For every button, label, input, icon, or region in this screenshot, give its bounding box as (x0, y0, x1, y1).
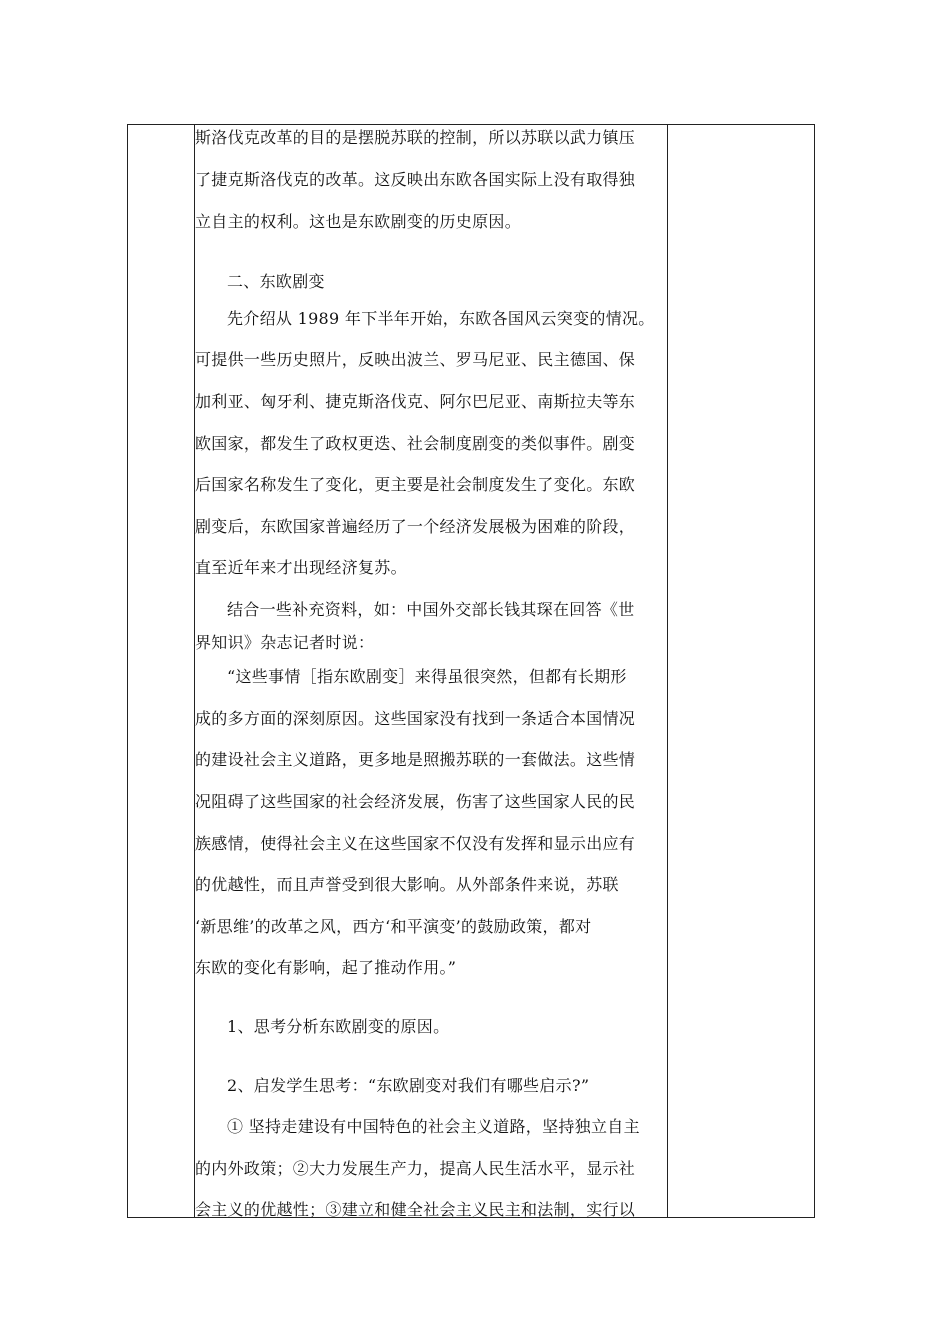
paragraph-line: 斯洛伐克改革的目的是摆脱苏联的控制，所以苏联以武力镇压 (195, 128, 636, 147)
paragraph-line: 会主义的优越性；③建立和健全社会主义民主和法制，实行以 (195, 1200, 636, 1219)
quote-line: “这些事情［指东欧剧变］来得虽很突然，但都有长期形 (227, 667, 627, 686)
paragraph-line: ① 坚持走建设有中国特色的社会主义道路，坚持独立自主 (227, 1117, 640, 1136)
question-line: 1、思考分析东欧剧变的原因。 (227, 1017, 450, 1036)
paragraph-line: 后国家名称发生了变化，更主要是社会制度发生了变化。东欧 (195, 475, 636, 494)
quote-line: 的优越性，而且声誉受到很大影响。从外部条件来说，苏联 (195, 875, 619, 894)
question-line: 2、启发学生思考：“东欧剧变对我们有哪些启示?” (227, 1076, 590, 1095)
paragraph-line: 先介绍从 1989 年下半年开始，东欧各国风云突变的情况。 (227, 309, 655, 328)
quote-line: ‘新思维’的改革之风，西方‘和平演变’的鼓励政策，都对 (195, 917, 592, 936)
paragraph-line: 界知识》杂志记者时说： (195, 633, 375, 652)
paragraph-line: 结合一些补充资料，如：中国外交部长钱其琛在回答《世 (227, 600, 635, 619)
quote-line: 东欧的变化有影响，起了推动作用。” (195, 958, 457, 977)
quote-line: 况阻碍了这些国家的社会经济发展，伤害了这些国家人民的民 (195, 792, 636, 811)
paragraph-line: 的内外政策；②大力发展生产力，提高人民生活水平，显示社 (195, 1159, 636, 1178)
paragraph-line: 直至近年来才出现经济复苏。 (195, 558, 407, 577)
paragraph-line: 可提供一些历史照片，反映出波兰、罗马尼亚、民主德国、保 (195, 350, 636, 369)
paragraph-line: 剧变后，东欧国家普遍经历了一个经济发展极为困难的阶段， (195, 517, 636, 536)
column-divider-left (194, 125, 195, 1217)
quote-line: 族感情，使得社会主义在这些国家不仅没有发挥和显示出应有 (195, 834, 636, 853)
paragraph-line: 立自主的权利。这也是东欧剧变的历史原因。 (195, 212, 522, 231)
quote-line: 成的多方面的深刻原因。这些国家没有找到一条适合本国情况 (195, 709, 636, 728)
column-divider-right (667, 125, 668, 1217)
quote-line: 的建设社会主义道路，更多地是照搬苏联的一套做法。这些情 (195, 750, 636, 769)
paragraph-line: 了捷克斯洛伐克的改革。这反映出东欧各国实际上没有取得独 (195, 170, 636, 189)
section-heading: 二、东欧剧变 (227, 272, 325, 291)
paragraph-line: 欧国家，都发生了政权更迭、社会制度剧变的类似事件。剧变 (195, 434, 636, 453)
paragraph-line: 加利亚、匈牙利、捷克斯洛伐克、阿尔巴尼亚、南斯拉夫等东 (195, 392, 636, 411)
